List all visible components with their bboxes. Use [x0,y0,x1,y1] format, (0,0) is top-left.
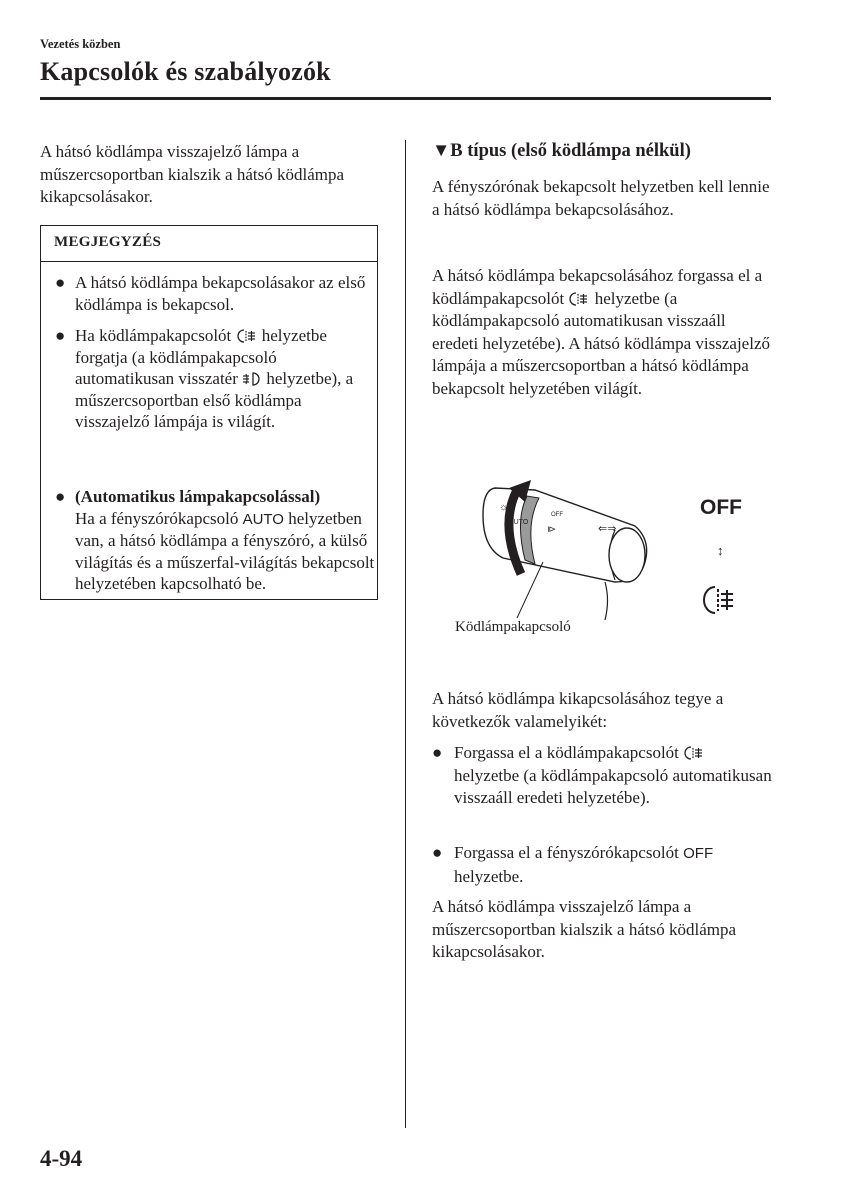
rear-fog-lamp-icon [704,587,733,613]
right-p2-part-b: helyzetbe (a ködlámpakapcsoló automatikusan visszaáll eredeti helyzetébe). A hátsó ködlámpa visszajelző lámpája a műszercsoportban a hátsó ködlámpa bekapcsolt helyzetében világít. [432,288,770,398]
updown-arrow-icon: ↕ [717,543,724,558]
right-paragraph-1: A fényszórónak bekapcsolt helyzetben kell lennie a hátsó ködlámpa bekapcsolásához. [432,177,770,219]
svg-text:⧐: ⧐ [547,524,556,534]
auto-label: AUTO [242,510,284,528]
svg-text:☼·: ☼· [499,502,512,513]
title-rule [40,97,771,100]
bullet-icon: ● [55,273,66,292]
bullet-icon: ● [432,843,443,862]
list-item2-part-a: Forgassa el a fényszórókapcsolót [454,843,679,862]
note-item3-part-b: helyzetben van, a hátsó ködlámpa a fényszóró, a külső világítás és a műszerfal-világítás bekapcsolt helyzetében kapcsolható be. [75,508,375,593]
note-item2-part-c: helyzetbe), a műszercsoportban első ködlámpa visszajelző lámpája is világít. [75,369,354,431]
note-box [40,225,378,600]
note-item-text: A hátsó ködlámpa bekapcsolásakor az első ködlámpa is bekapcsol. [75,273,366,314]
list-item-text [454,842,772,888]
rear-fog-lamp-icon [236,328,258,344]
right-p2-part-a: A hátsó ködlámpa bekapcsolásához forgassa el a ködlámpakapcsolót [432,266,763,308]
fog-switch-figure [455,470,775,640]
right-paragraph-3: A hátsó ködlámpa kikapcsolásához tegye a következők valamelyikét: [432,689,724,731]
figure-callout: Ködlámpakapcsoló [455,619,571,635]
note-item2-part-a: Ha ködlámpakapcsolót [75,326,232,345]
list-item1-part-a: Forgassa el a ködlámpakapcsolót [454,743,679,762]
running-head: Vezetés közben [40,37,121,51]
front-fog-lamp-icon [242,371,262,387]
right-paragraph-2 [432,265,772,400]
right-paragraph-4: A hátsó ködlámpa visszajelző lámpa a műszercsoportban kialszik a hátsó ködlámpa kikapcsolásakor. [432,897,737,961]
svg-text:⇐⇒: ⇐⇒ [598,523,617,535]
note-item-text [75,325,375,433]
off-label: OFF [700,496,742,519]
list-item2-part-b: helyzetbe. [454,866,524,886]
section-heading: ▼B típus (első ködlámpa nélkül) [432,141,691,161]
column-divider [405,140,406,1128]
page-number: 4-94 [40,1146,83,1171]
off-inline-label: OFF [683,845,714,862]
note-item-text [75,486,375,595]
list-item1-part-b: helyzetbe (a ködlámpakapcsoló automatikusan visszaáll eredeti helyzetébe). [454,765,772,807]
switch-off-marking: OFF [551,512,563,518]
list-item-text [454,742,772,810]
note-heading: MEGJEGYZÉS [41,226,377,262]
note-item2-part-b: helyzetbe forgatja (a ködlámpakapcsoló automatikusan visszatér [75,326,327,388]
bullet-icon: ● [55,487,66,506]
left-intro-paragraph: A hátsó ködlámpa visszajelző lámpa a műszercsoportban kialszik a hátsó ködlámpa kikapcsolásakor. [40,142,345,206]
switch-auto-marking: AUTO [509,519,529,526]
note-item3-bold: (Automatikus lámpakapcsolással) [75,487,321,506]
rear-fog-lamp-icon [568,291,590,307]
bullet-icon: ● [432,743,443,762]
note-item3-part-a: Ha a fényszórókapcsoló [75,508,239,528]
rear-fog-lamp-icon [683,745,705,761]
bullet-icon: ● [55,326,66,345]
page-title: Kapcsolók és szabályozók [40,57,331,86]
